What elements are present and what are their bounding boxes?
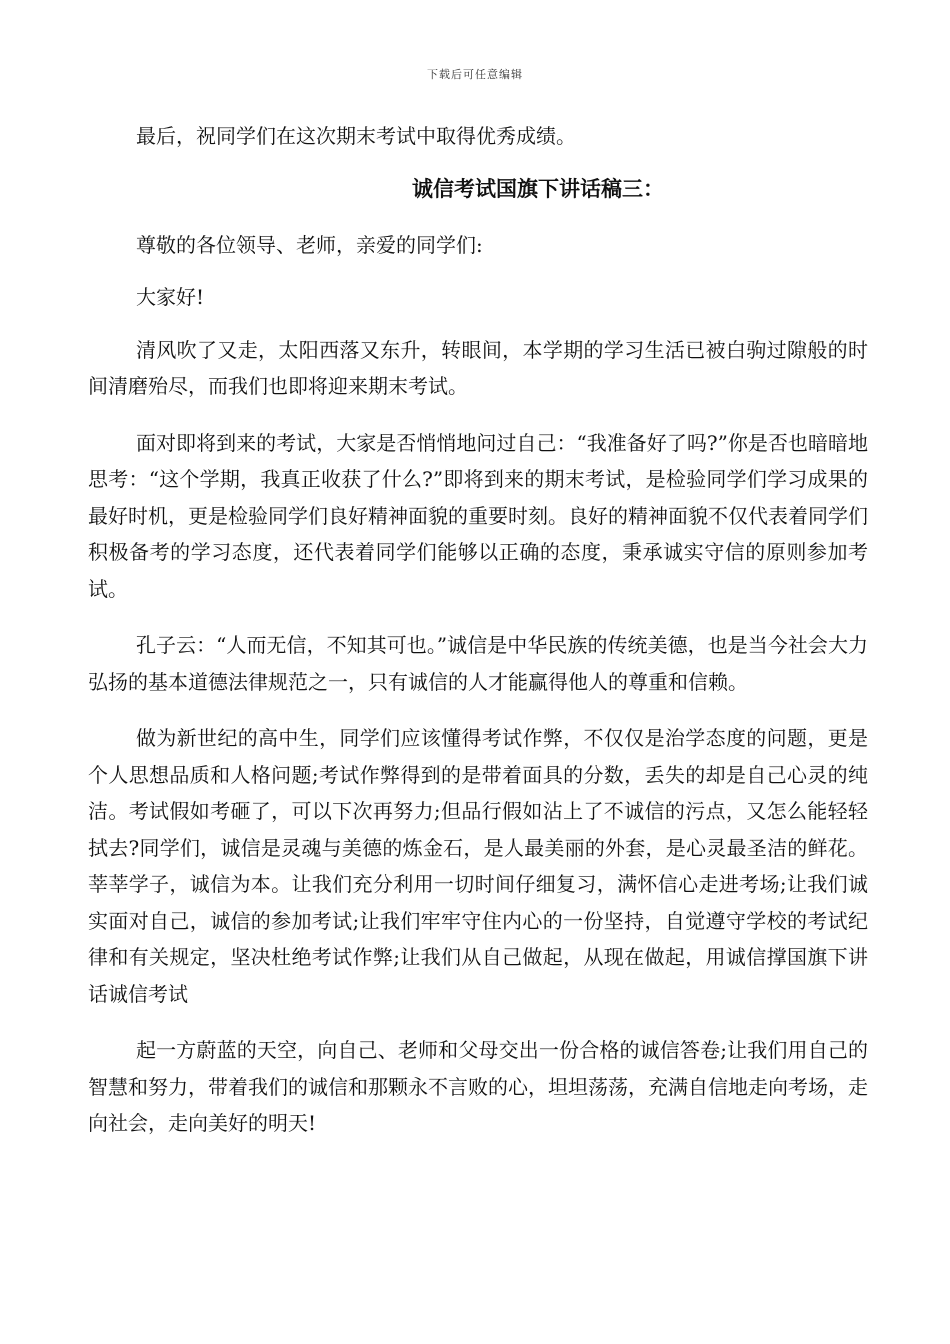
- body-paragraph-3: 孔子云：“人而无信，不知其可也。”诚信是中华民族的传统美德，也是当今社会大力弘扬的基本道德法律规范之一，只有诚信的人才能赢得他人的尊重和信赖。: [88, 633, 868, 694]
- body-paragraph-4: 做为新世纪的高中生，同学们应该懂得考试作弊，不仅仅是治学态度的问题，更是个人思想品质和人格问题;考试作弊得到的是带着面具的分数，丢失的却是自己心灵的纯洁。考试假如考砸了，可以下次再努力;但品行假如沾上了不诚信的污点，又怎么能轻轻拭去?同学们，诚信是灵魂与美德的炼金石，是人最美丽的外套，是心灵最圣洁的鲜花。莘莘学子，诚信为本。让我们充分利用一切时间仔细复习，满怀信心走进考场;让我们诚实面对自己，诚信的参加考试;让我们牢牢守住内心的一份坚持，自觉遵守学校的考试纪律和有关规定，坚决杜绝考试作弊;让我们从自己做起，从现在做起，用诚信撑国旗下讲话诚信考试: [88, 726, 868, 1006]
- greeting-paragraph: 大家好!: [136, 285, 205, 309]
- closing-paragraph: 最后，祝同学们在这次期末考试中取得优秀成绩。: [136, 124, 576, 148]
- salutation-paragraph: 尊敬的各位领导、老师，亲爱的同学们:: [136, 232, 483, 257]
- header-note: 下载后可任意编辑: [427, 68, 523, 81]
- section-heading: 诚信考试国旗下讲话稿三：: [412, 175, 664, 201]
- document-body: [88, 118, 868, 1162]
- body-paragraph-5: 起一方蔚蓝的天空，向自己、老师和父母交出一份合格的诚信答卷;让我们用自己的智慧和努力，带着我们的诚信和那颗永不言败的心，坦坦荡荡，充满自信地走向考场，走向社会，走向美好的明天!: [88, 1038, 868, 1135]
- body-paragraph-2: 面对即将到来的考试，大家是否悄悄地问过自己：“我准备好了吗?”你是否也暗暗地思考：“这个学期，我真正收获了什么?”即将到来的期末考试，是检验同学们学习成果的最好时机，更是检验同学们良好精神面貌的重要时刻。良好的精神面貌不仅代表着同学们积极备考的学习态度，还代表着同学们能够以正确的态度，秉承诚实守信的原则参加考试。: [88, 430, 868, 601]
- body-paragraph-1: 清风吹了又走，太阳西落又东升，转眼间，本学期的学习生活已被白驹过隙般的时间清磨殆尽，而我们也即将迎来期末考试。: [88, 337, 868, 398]
